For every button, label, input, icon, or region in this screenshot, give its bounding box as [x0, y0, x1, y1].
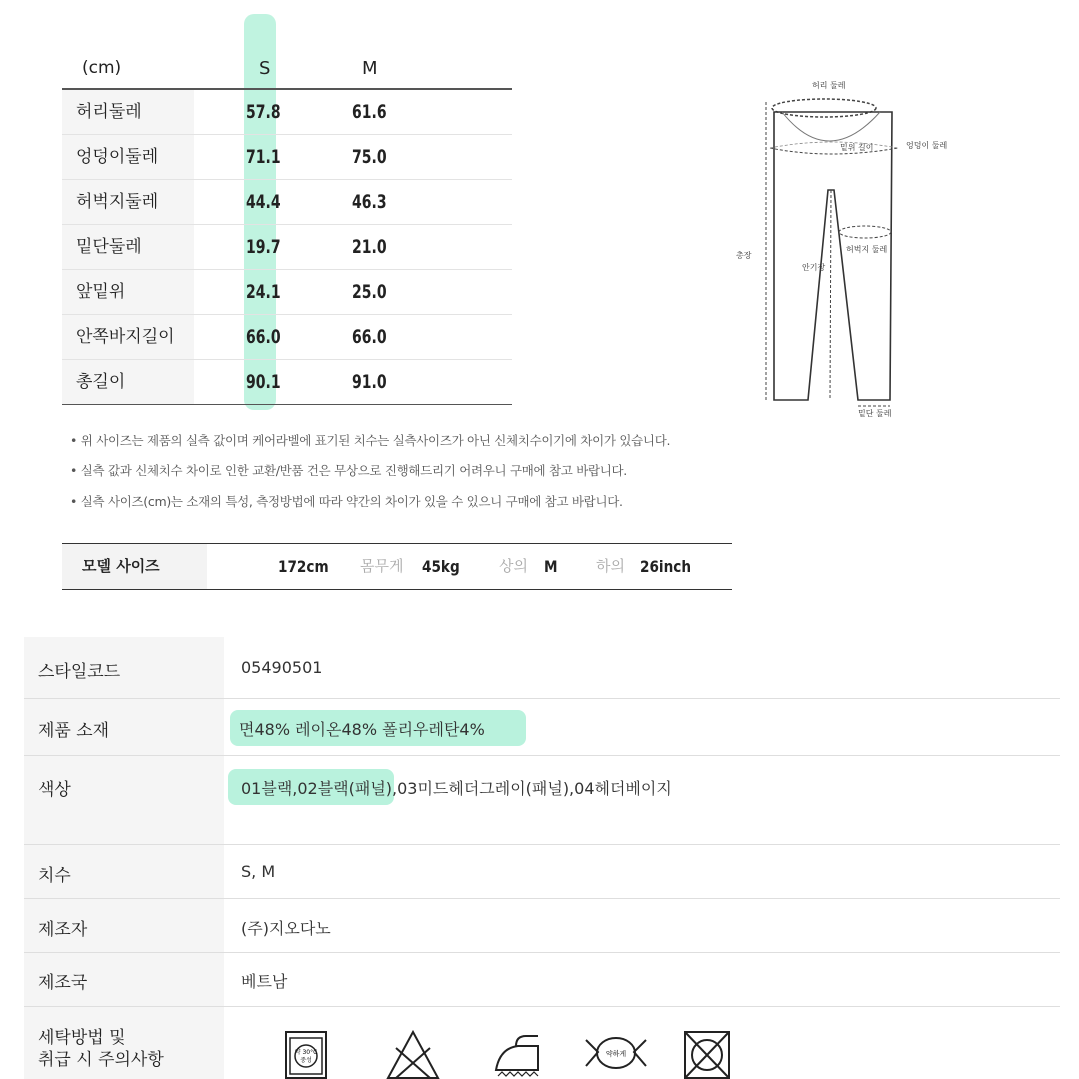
size-row-inseam	[62, 315, 512, 360]
size-value-s: 71.1	[246, 146, 281, 168]
size-value-s: 90.1	[246, 371, 281, 393]
pants-measurement-diagram	[730, 70, 970, 430]
size-value-m: 25.0	[352, 281, 387, 303]
size-row-total-length	[62, 360, 512, 405]
color-value: 01블랙,02블랙(패널),03미드헤더그레이(패널),04헤더베이지	[241, 779, 672, 798]
info-row-country	[24, 953, 1060, 1007]
style-code-label: 스타일코드	[38, 662, 121, 682]
iron-icon	[490, 1028, 546, 1079]
size-value-m: 46.3	[352, 191, 387, 213]
size-value-s: 66.0	[246, 326, 281, 348]
info-row-color	[24, 756, 1060, 845]
size-label: 치수	[38, 866, 71, 886]
material-value: 면48% 레이온48% 폴리우레탄4%	[239, 720, 485, 739]
size-value-m: 75.0	[352, 146, 387, 168]
size-row-thigh	[62, 180, 512, 225]
size-value-m: 21.0	[352, 236, 387, 258]
gentle-wash-text: 약하게	[605, 1050, 627, 1058]
model-top: M	[544, 557, 558, 576]
size-note-1: • 위 사이즈는 제품의 실측 값이며 케어라벨에 표기된 치수는 실측사이즈가 아닌 신체치수이기에 차이가 있습니다.	[70, 433, 671, 448]
size-value-s: 19.7	[246, 236, 281, 258]
diagram-total-label: 총장	[736, 251, 752, 260]
model-bottom-label: 하의	[596, 557, 625, 575]
style-code-value: 05490501	[241, 658, 323, 677]
info-row-material	[24, 699, 1060, 756]
size-row-label: 앞밑위	[62, 270, 194, 314]
maker-label: 제조자	[38, 920, 88, 940]
size-value-s: 57.8	[246, 101, 281, 123]
care-label	[38, 1027, 164, 1071]
gentle-wash-icon	[582, 1028, 650, 1079]
size-value-m: 61.6	[352, 101, 387, 123]
diagram-thigh-label: 허벅지 둘레	[846, 245, 888, 254]
info-row-maker	[24, 899, 1060, 953]
size-row-label: 엉덩이둘레	[62, 135, 194, 179]
size-row-waist	[62, 90, 512, 135]
size-row-label: 밑단둘레	[62, 225, 194, 269]
size-value-m: 91.0	[352, 371, 387, 393]
size-row-front-rise	[62, 270, 512, 315]
size-row-hem	[62, 225, 512, 270]
wash-30-icon	[282, 1028, 332, 1079]
diagram-hip-label: 엉덩이 둘레	[906, 141, 948, 150]
model-top-label: 상의	[499, 557, 528, 575]
care-label-line-1: 세탁방법 및	[38, 1028, 126, 1048]
size-row-hip	[62, 135, 512, 180]
column-s: S	[259, 58, 271, 79]
model-weight-label: 몸무게	[360, 557, 404, 575]
diagram-hem-label: 밑단 둘레	[858, 409, 892, 418]
size-note-2: • 실측 값과 신체치수 차이로 인한 교환/반품 건은 무상으로 진행해드리기 어려우니 구매에 참고 바랍니다.	[70, 463, 627, 478]
no-bleach-icon	[384, 1028, 442, 1079]
country-value: 베트남	[241, 972, 288, 991]
size-value-s: 44.4	[246, 191, 281, 213]
material-label: 제품 소재	[38, 721, 110, 741]
color-label: 색상	[38, 780, 71, 800]
size-row-label: 안쪽바지길이	[62, 315, 194, 359]
no-tumble-dry-icon	[681, 1028, 733, 1079]
model-size-label: 모델 사이즈	[62, 544, 207, 589]
size-value: S, M	[241, 862, 276, 881]
model-bottom: 26inch	[640, 557, 692, 576]
size-row-label: 총길이	[62, 360, 194, 404]
info-row-size	[24, 845, 1060, 899]
maker-value: (주)지오다노	[241, 919, 331, 938]
country-label: 제조국	[38, 973, 88, 993]
size-table-header	[62, 52, 512, 90]
wash-neutral-text: 중성	[300, 1057, 312, 1064]
diagram-inseam-label: 안기장	[802, 263, 826, 272]
size-value-m: 66.0	[352, 326, 387, 348]
care-label-line-2: 취급 시 주의사항	[38, 1050, 164, 1070]
size-row-label: 허리둘레	[62, 90, 194, 134]
size-note-3: • 실측 사이즈(cm)는 소재의 특성, 측정방법에 따라 약간의 차이가 있을 수 있으니 구매에 참고 바랍니다.	[70, 494, 623, 509]
wash-temp-text: 약 30°C	[294, 1049, 318, 1056]
diagram-waist-label: 허리 둘레	[812, 81, 846, 90]
unit-label: (cm)	[82, 58, 122, 78]
model-size-table	[62, 543, 732, 590]
model-height: 172cm	[278, 557, 329, 576]
diagram-rise-label: 밑위 길이	[840, 143, 874, 152]
model-weight: 45kg	[422, 557, 460, 576]
info-row-style-code	[24, 637, 1060, 699]
column-m: M	[362, 58, 378, 79]
size-value-s: 24.1	[246, 281, 281, 303]
size-row-label: 허벅지둘레	[62, 180, 194, 224]
